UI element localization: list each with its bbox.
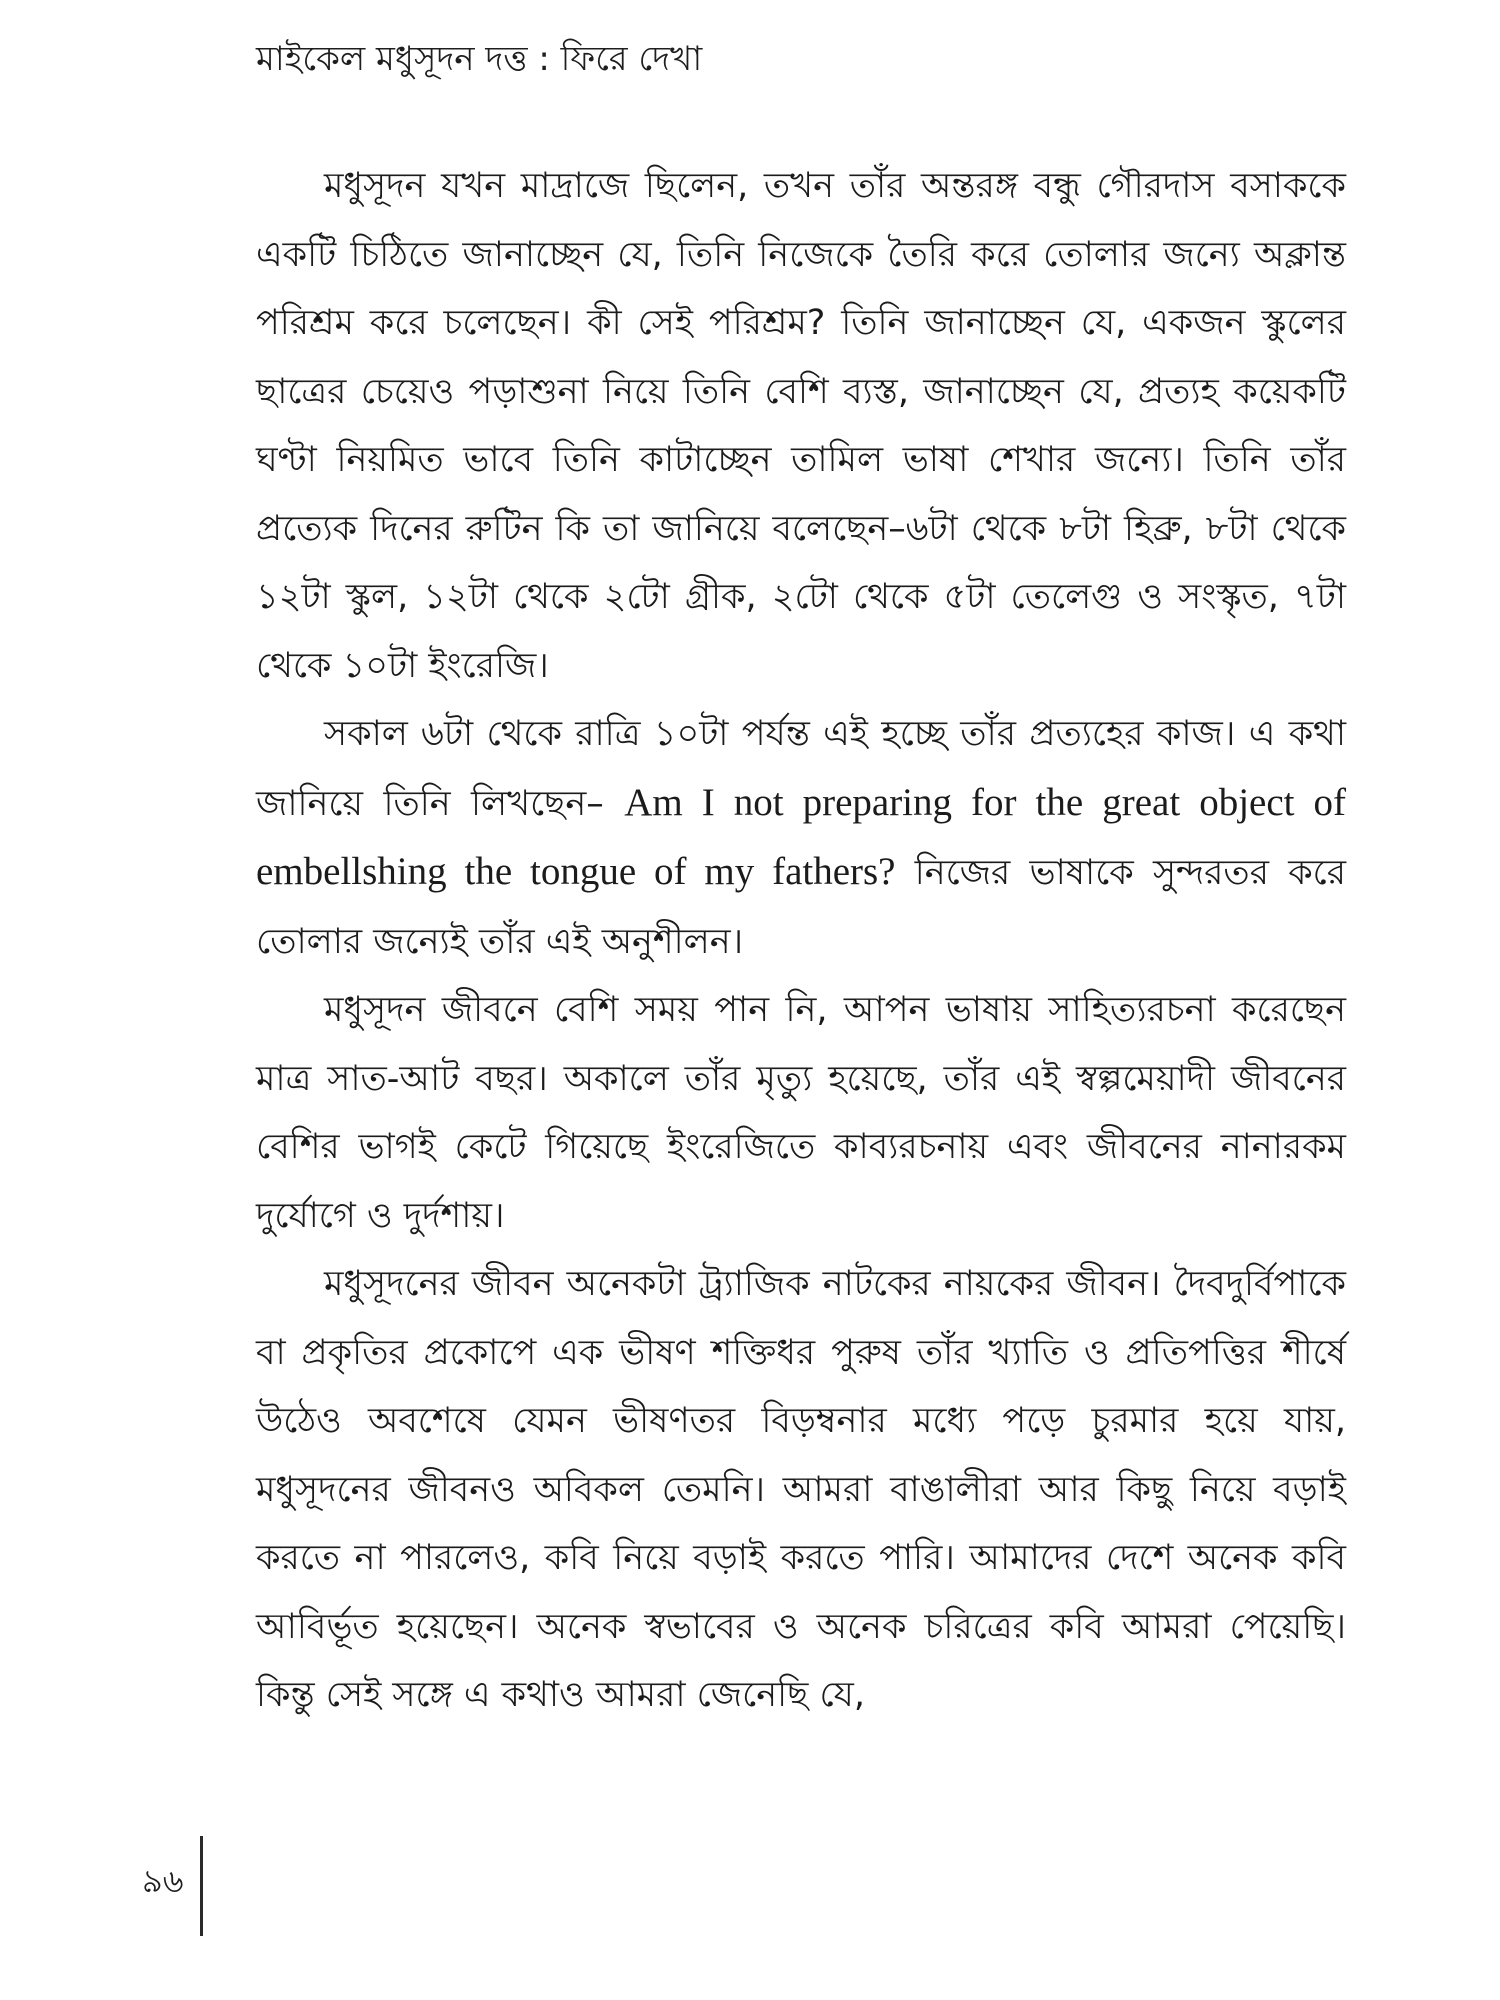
paragraph-3: মধুসূদন জীবনে বেশি সময় পান নি, আপন ভাষায় সাহিত্যরচনা করেছেন মাত্র সাত-আট বছর। অকালে তাঁর মৃত্যু হয়েছে, তাঁর এই স্বল্পমেয়াদী জীবনের বেশির ভাগই কেটে গিয়েছে ইংরেজিতে কাব্যরচনায় এবং জীবনের নানারকম দুর্যোগে ও দুর্দশায়। (256, 990, 1346, 1236)
paragraph-1: মধুসূদন যখন মাদ্রাজে ছিলেন, তখন তাঁর অন্তরঙ্গ বন্ধু গৌরদাস বসাককে একটি চিঠিতে জানাচ্ছেন যে, তিনি নিজেকে তৈরি করে তোলার জন্যে অক্লান্ত পরিশ্রম করে চলেছেন। কী সেই পরিশ্রম? তিনি জানাচ্ছেন যে, একজন স্কুলের ছাত্রের চেয়েও পড়াশুনা নিয়ে তিনি বেশি ব্যস্ত, জানাচ্ছেন যে, প্রত্যহ কয়েকটি ঘণ্টা নিয়মিত ভাবে তিনি কাটাচ্ছেন তামিল ভাষা শেখার জন্যে। তিনি তাঁর প্রত্যেক দিনের রুটিন কি তা জানিয়ে বলেছেন–৬টা থেকে ৮টা হিব্রু, ৮টা থেকে ১২টা স্কুল, ১২টা থেকে ২টো গ্রীক, ২টো থেকে ৫টা তেলেগু ও সংস্কৃত, ৭টা থেকে ১০টা ইংরেজি। (256, 166, 1346, 686)
page-number-rule (200, 1836, 203, 1936)
paragraph-2-text-after: নিজের ভাষাকে সুন্দরতর করে তোলার জন্যেই তাঁর এই অনুশীলন। (256, 853, 1346, 962)
body-text (256, 152, 1346, 1730)
paragraph-2 (256, 700, 1346, 976)
english-quote: Am I not preparing for the great object of embellshing the tongue of my fathers? (256, 780, 1346, 893)
running-head: মাইকেল মধুসূদন দত্ত : ফিরে দেখা (256, 39, 703, 79)
page-number: ৯৬ (142, 1862, 184, 1900)
paragraph-2-text-before: সকাল ৬টা থেকে রাত্রি ১০টা পর্যন্ত এই হচ্ছে তাঁর প্রত্যহের কাজ। এ কথা জানিয়ে তিনি লিখছেন– (256, 714, 1346, 824)
paragraph-4: মধুসূদনের জীবন অনেকটা ট্র্যাজিক নাটকের নায়কের জীবন। দৈবদুর্বিপাকে বা প্রকৃতির প্রকোপে এক ভীষণ শক্তিধর পুরুষ তাঁর খ্যাতি ও প্রতিপত্তির শীর্ষে উঠেও অবশেষে যেমন ভীষণতর বিড়ম্বনার মধ্যে পড়ে চুরমার হয়ে যায়, মধুসূদনের জীবনও অবিকল তেমনি। আমরা বাঙালীরা আর কিছু নিয়ে বড়াই করতে না পারলেও, কবি নিয়ে বড়াই করতে পারি। আমাদের দেশে অনেক কবি আবির্ভূত হয়েছেন। অনেক স্বভাবের ও অনেক চরিত্রের কবি আমরা পেয়েছি। কিন্তু সেই সঙ্গে এ কথাও আমরা জেনেছি যে, (256, 1264, 1346, 1715)
